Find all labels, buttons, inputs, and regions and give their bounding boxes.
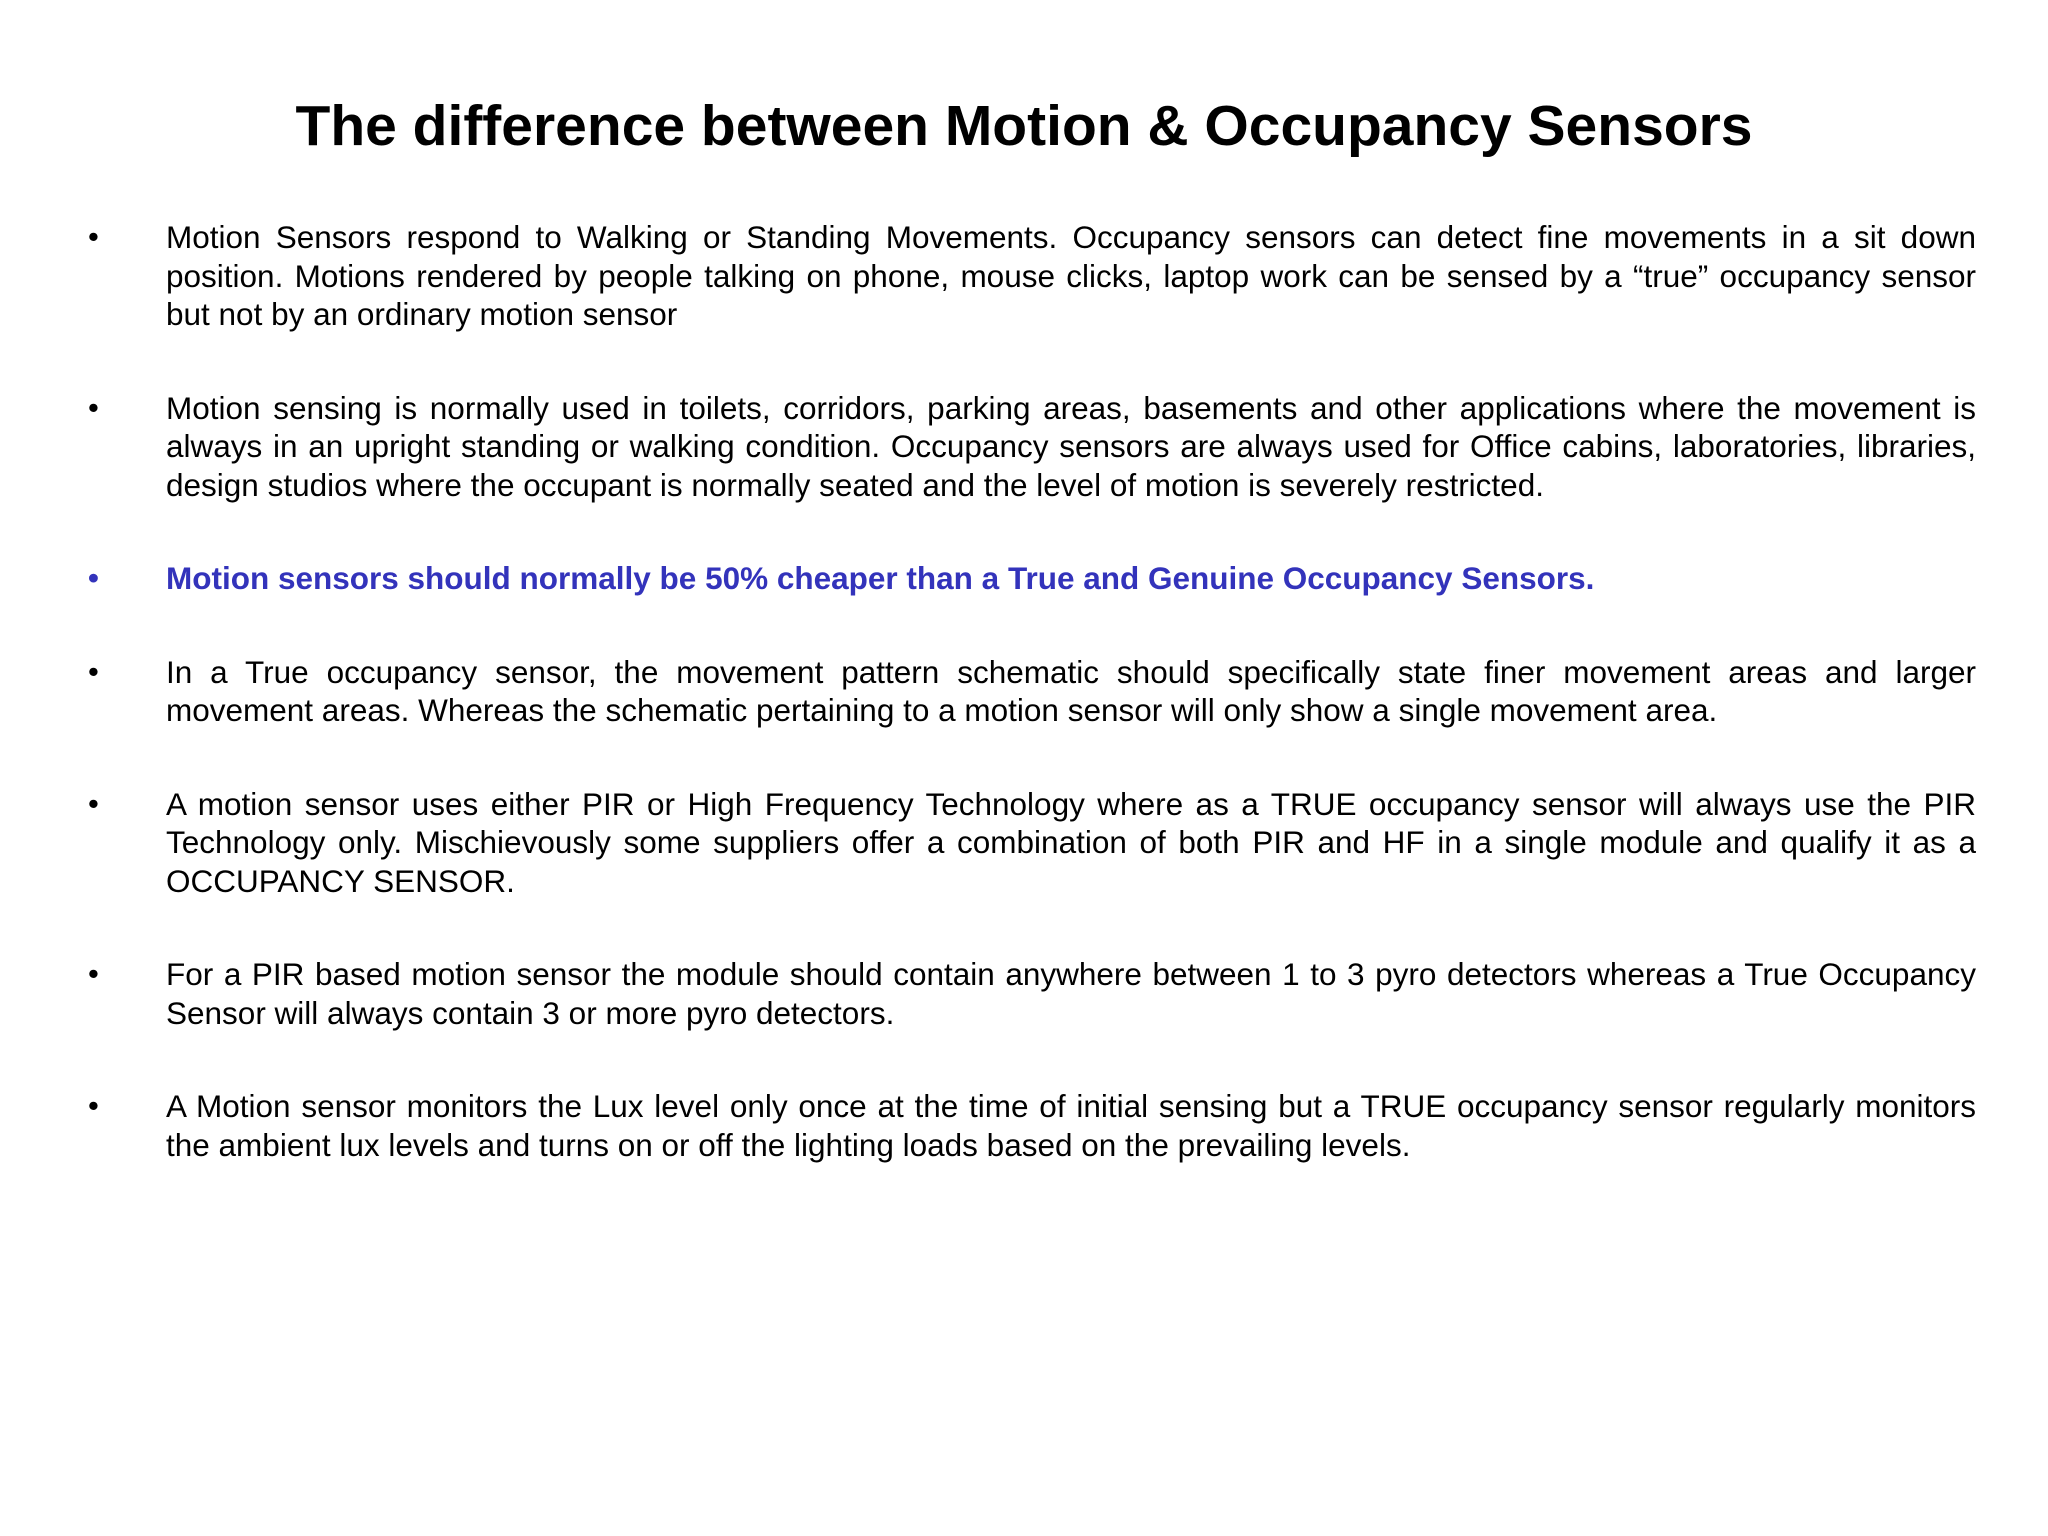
bullet-item [88,559,1976,598]
bullet-item [88,389,1976,505]
bullet-dot: • [88,653,99,689]
bullet-text: A Motion sensor monitors the Lux level only once at the time of initial sensing but a TRUE occupancy sensor regularly monitors the ambient lux levels and turns on or off the lighting loads based on the prevailing levels. [166,1088,1976,1163]
bullet-text: Motion Sensors respond to Walking or Standing Movements. Occupancy sensors can detect fine movements in a sit down position. Motions rendered by people talking on phone, mouse clicks, laptop work can be sensed by a “true” occupancy sensor but not by an ordinary motion sensor [166,219,1976,332]
bullet-dot: • [88,389,99,425]
bullet-text: A motion sensor uses either PIR or High Frequency Technology where as a TRUE occupancy sensor will always use the PIR Technology only. Mischievously some suppliers offer a combination of both PIR and HF in a single module and qualify it as a OCCUPANCY SENSOR. [166,785,1976,899]
bullet-dot: • [88,1088,99,1123]
bullet-dot: • [88,219,99,254]
bullet-text: Motion sensing is normally used in toilets, corridors, parking areas, basements and other applications where the movement is always in an upright standing or walking condition. Occupancy sensors are always used for Office cabins, laboratories, libraries, design studios where the occupant is normally seated and the level of motion is severely restricted. [166,389,1976,503]
bullet-item [88,218,1976,334]
bullet-item [88,1087,1976,1164]
bullet-dot: • [88,560,99,595]
bullet-item [88,785,1976,901]
bullet-text: In a True occupancy sensor, the movement pattern schematic should specifically state finer movement areas and larger movement areas. Whereas the schematic pertaining to a motion sensor will only show a single movement area. [166,653,1976,728]
bullet-item [88,653,1976,730]
bullet-item [88,955,1976,1032]
page-title: The difference between Motion & Occupancy Sensors [295,94,1753,158]
bullet-list [88,218,1976,1219]
bullet-dot: • [88,956,99,991]
bullet-dot: • [88,785,99,821]
bullet-text: Motion sensors should normally be 50% cheaper than a True and Genuine Occupancy Sensors. [166,560,1595,596]
bullet-text: For a PIR based motion sensor the module should contain anywhere between 1 to 3 pyro detectors whereas a True Occupancy Sensor will always contain 3 or more pyro detectors. [166,956,1976,1031]
